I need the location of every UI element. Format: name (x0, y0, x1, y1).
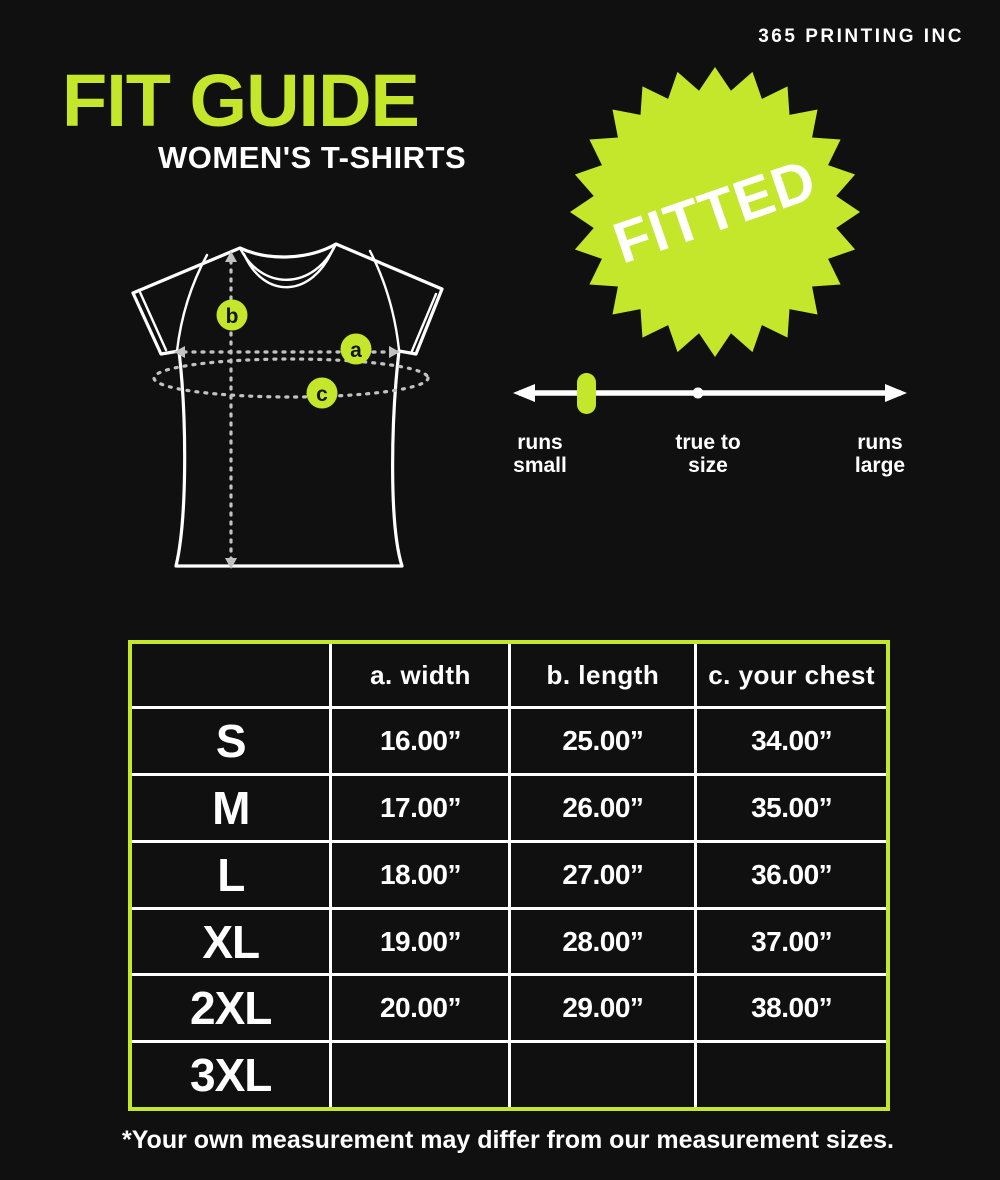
fit-scale (505, 360, 915, 430)
table-row-size: S (132, 709, 329, 773)
table-row-width: 20.00” (332, 976, 508, 1040)
table-row-chest: 38.00” (697, 976, 886, 1040)
scale-label-line: runs (517, 431, 563, 454)
table-header-length: b. length (511, 644, 694, 706)
table-row-size: M (132, 776, 329, 840)
scale-label-line: small (513, 454, 567, 477)
marker-b-label: b (225, 305, 239, 328)
scale-arrow-left (513, 384, 535, 402)
scale-center-dot (693, 388, 704, 399)
scale-label-runs-large (810, 431, 950, 477)
fitted-badge-label: FITTED (605, 146, 825, 277)
table-row-chest (697, 1043, 886, 1107)
scale-label-line: true to (675, 431, 741, 454)
marker-a-label: a (350, 339, 362, 362)
marker-c-label: c (316, 383, 328, 406)
table-row-length: 25.00” (511, 709, 694, 773)
table-row-chest: 37.00” (697, 910, 886, 974)
left-cuff-line (139, 290, 166, 350)
right-cuff-line (412, 294, 436, 351)
scale-label-line: runs (857, 431, 903, 454)
chest-measure-ellipse (154, 359, 428, 397)
table-row-chest: 36.00” (697, 843, 886, 907)
page-title: FIT GUIDE (62, 59, 419, 142)
table-row-width: 18.00” (332, 843, 508, 907)
table-row-width: 17.00” (332, 776, 508, 840)
table-row-length: 28.00” (511, 910, 694, 974)
brand-name: 365 PRINTING INC (758, 26, 964, 47)
table-header-empty (132, 644, 329, 706)
scale-arrow-right (885, 384, 907, 402)
table-row-width: 16.00” (332, 709, 508, 773)
table-row-length: 29.00” (511, 976, 694, 1040)
table-row-chest: 34.00” (697, 709, 886, 773)
table-header-chest: c. your chest (697, 644, 886, 706)
tshirt-diagram (110, 230, 470, 590)
table-row-size: 3XL (132, 1043, 329, 1107)
table-header-width: a. width (332, 644, 508, 706)
scale-label-true-to-size (638, 431, 778, 477)
tshirt-outline-icon (133, 244, 442, 566)
size-table (128, 640, 890, 1111)
table-row-width (332, 1043, 508, 1107)
table-row-width: 19.00” (332, 910, 508, 974)
fit-indicator-pill (577, 373, 596, 414)
table-row-size: XL (132, 910, 329, 974)
scale-label-runs-small (470, 431, 610, 477)
scale-label-line: large (854, 454, 906, 477)
scale-label-line: size (688, 454, 728, 477)
table-row-length: 27.00” (511, 843, 694, 907)
page-subtitle: WOMEN'S T-SHIRTS (158, 140, 467, 175)
table-row-chest: 35.00” (697, 776, 886, 840)
table-row-length (511, 1043, 694, 1107)
table-row-size: L (132, 843, 329, 907)
table-row-size: 2XL (132, 976, 329, 1040)
table-row-length: 26.00” (511, 776, 694, 840)
measurement-disclaimer: *Your own measurement may differ from our measurement sizes. (122, 1126, 894, 1154)
